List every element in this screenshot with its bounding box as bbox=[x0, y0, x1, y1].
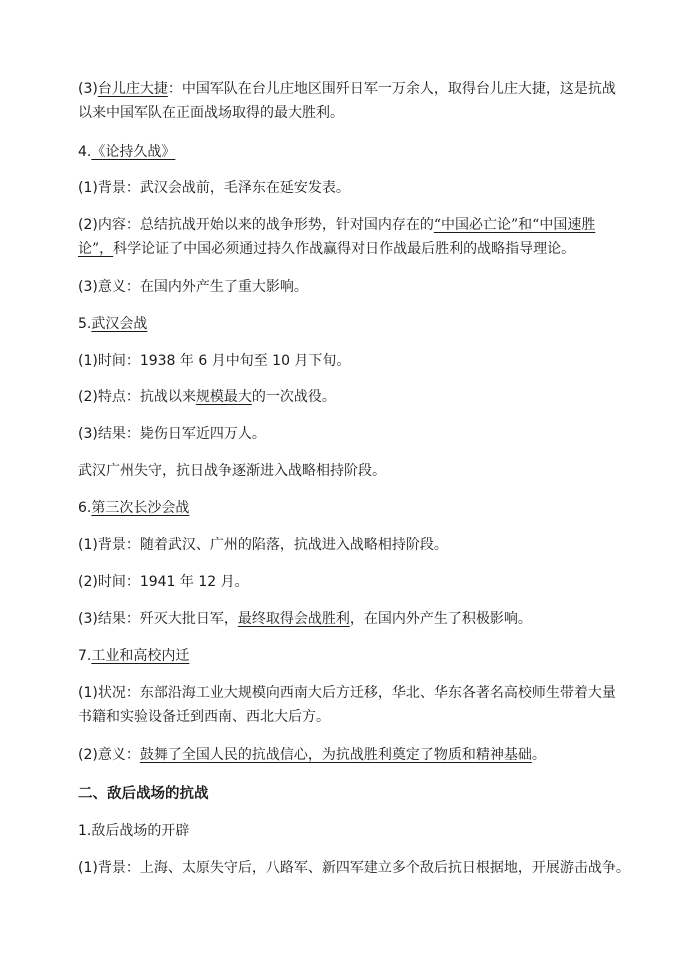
heading-on-protracted-war: 4.《论持久战》 bbox=[78, 144, 176, 160]
para-taierzhuang: (3)台儿庄大捷：中国军队在台儿庄地区围歼日军一万余人，取得台儿庄大捷，这是抗战 bbox=[78, 81, 616, 97]
para-relocation-significance: (2)意义：鼓舞了全国人民的抗战信心，为抗战胜利奠定了物质和精神基础。 bbox=[78, 747, 546, 763]
section-heading-behind-lines: 二、敌后战场的抗战 bbox=[78, 786, 209, 802]
heading-relocation: 7.工业和高校内迁 bbox=[78, 648, 190, 664]
para-relocation-status-line2: 书籍和实验设备迁到西南、西北大后方。 bbox=[78, 709, 330, 725]
para-significance: (3)意义：在国内外产生了重大影响。 bbox=[78, 279, 308, 295]
heading-changsha: 6.第三次长沙会战 bbox=[78, 500, 190, 516]
subheading-opening: 1.敌后战场的开辟 bbox=[78, 823, 190, 839]
para-content: (2)内容：总结抗战开始以来的战争形势，针对国内存在的“中国必亡论”和“中国速胜 bbox=[78, 217, 596, 233]
para-behind-lines-background: (1)背景：上海、太原失守后，八路军、新四军建立多个敌后抗日根据地，开展游击战争。 bbox=[78, 860, 630, 876]
underlined-term: “中国必亡论”和“中国速胜 bbox=[433, 217, 596, 233]
para-result: (3)结果：毙伤日军近四万人。 bbox=[78, 426, 266, 442]
para-feature: (2)特点：抗战以来规模最大的一次战役。 bbox=[78, 389, 336, 405]
para-changsha-time: (2)时间：1941 年 12 月。 bbox=[78, 574, 249, 590]
heading-wuhan: 5.武汉会战 bbox=[78, 316, 148, 332]
underlined-term: 台儿庄大捷 bbox=[97, 81, 168, 97]
para-changsha-result: (3)结果：歼灭大批日军，最终取得会战胜利，在国内外产生了积极影响。 bbox=[78, 611, 532, 627]
para-content-line2: 论”，科学论证了中国必须通过持久作战赢得对日作战最后胜利的战略指导理论。 bbox=[78, 241, 576, 257]
para-changsha-background: (1)背景：随着武汉、广州的陷落，抗战进入战略相持阶段。 bbox=[78, 537, 448, 553]
para-relocation-status: (1)状况：东部沿海工业大规模向西南大后方迁移，华北、华东各著名高校师生带着大量 bbox=[78, 685, 616, 701]
para-time: (1)时间：1938 年 6 月中旬至 10 月下旬。 bbox=[78, 353, 351, 369]
para-taierzhuang-line2: 以来中国军队在正面战场取得的最大胜利。 bbox=[78, 105, 344, 121]
para-wuhan-guangzhou: 武汉广州失守，抗日战争逐渐进入战略相持阶段。 bbox=[78, 463, 386, 479]
para-background: (1)背景：武汉会战前，毛泽东在延安发表。 bbox=[78, 180, 350, 196]
